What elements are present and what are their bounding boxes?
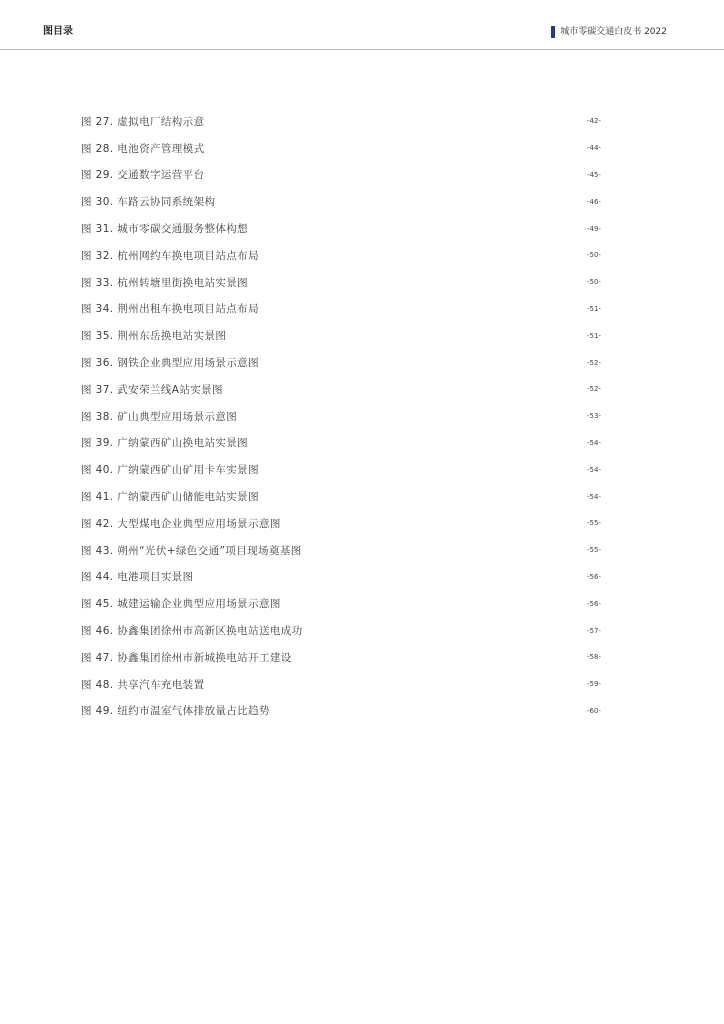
toc-entry-page-number: -45- (587, 170, 601, 179)
toc-entry-page-number: -55- (587, 519, 601, 528)
toc-entry-page-number: -51- (587, 304, 601, 313)
toc-entry-label: 图 35. 荆州东岳换电站实景图 (81, 330, 227, 343)
toc-entry-label: 图 27. 虚拟电厂结构示意 (81, 115, 205, 128)
toc-entry[interactable] (81, 430, 601, 457)
toc-entry[interactable] (81, 188, 601, 215)
page-header (0, 0, 724, 50)
toc-entry-label: 图 42. 大型煤电企业典型应用场景示意图 (81, 517, 281, 530)
toc-entry-page-number: -50- (587, 278, 601, 287)
toc-entry[interactable] (81, 296, 601, 323)
toc-entry-label: 图 29. 交通数字运营平台 (81, 169, 205, 182)
toc-entry-label: 图 34. 荆州出租车换电项目站点布局 (81, 303, 259, 316)
toc-entry[interactable] (81, 215, 601, 242)
toc-entry-label: 图 47. 协鑫集团徐州市新城换电站开工建设 (81, 651, 292, 664)
toc-entry[interactable] (81, 108, 601, 135)
toc-entry-page-number: -51- (587, 331, 601, 340)
toc-entry-label: 图 41. 广纳蒙西矿山储能电站实景图 (81, 491, 259, 504)
toc-entry-page-number: -52- (587, 385, 601, 394)
toc-entry-page-number: -49- (587, 224, 601, 233)
toc-entry-page-number: -46- (587, 197, 601, 206)
toc-entry[interactable] (81, 483, 601, 510)
toc-entry-label: 图 32. 杭州网约车换电项目站点布局 (81, 249, 259, 262)
toc-entry-label: 图 30. 车路云协同系统架构 (81, 196, 216, 209)
toc-entry-page-number: -50- (587, 251, 601, 260)
toc-entry-page-number: -57- (587, 626, 601, 635)
toc-entry-page-number: -56- (587, 599, 601, 608)
toc-entry-page-number: -54- (587, 465, 601, 474)
toc-entry-label: 图 44. 电港项目实景图 (81, 571, 194, 584)
toc-entry[interactable] (81, 349, 601, 376)
toc-entry[interactable] (81, 698, 601, 725)
toc-entry-label: 图 28. 电池资产管理模式 (81, 142, 205, 155)
toc-entry[interactable] (81, 135, 601, 162)
toc-entry-page-number: -56- (587, 572, 601, 581)
toc-entry[interactable] (81, 322, 601, 349)
toc-entry[interactable] (81, 537, 601, 564)
toc-entry-label: 图 49. 纽约市温室气体排放量占比趋势 (81, 705, 270, 718)
toc-entry-page-number: -52- (587, 358, 601, 367)
toc-entry-label: 图 48. 共享汽车充电装置 (81, 678, 205, 691)
toc-entry-label: 图 36. 钢铁企业典型应用场景示意图 (81, 357, 259, 370)
toc-entry-label: 图 31. 城市零碳交通服务整体构想 (81, 223, 249, 236)
toc-entry[interactable] (81, 617, 601, 644)
toc-entry-page-number: -60- (587, 706, 601, 715)
toc-entry-page-number: -53- (587, 412, 601, 421)
document-title: 城市零碳交通白皮书 2022 (560, 27, 667, 37)
toc-entry-label: 图 46. 协鑫集团徐州市高新区换电站送电成功 (81, 625, 303, 638)
toc-entry-label: 图 39. 广纳蒙西矿山换电站实景图 (81, 437, 249, 450)
toc-entry[interactable] (81, 162, 601, 189)
toc-entry-label: 图 37. 武安荣兰线A站实景图 (81, 383, 223, 396)
toc-entry[interactable] (81, 564, 601, 591)
toc-entry-page-number: -54- (587, 438, 601, 447)
toc-entry-page-number: -59- (587, 680, 601, 689)
toc-entry-page-number: -55- (587, 546, 601, 555)
toc-entry[interactable] (81, 671, 601, 698)
toc-entry-label: 图 38. 矿山典型应用场景示意图 (81, 410, 238, 423)
toc-entry-label: 图 45. 城建运输企业典型应用场景示意图 (81, 598, 281, 611)
toc-entry[interactable] (81, 644, 601, 671)
toc-entry-label: 图 43. 朔州“光伏+绿色交通”项目现场奠基图 (81, 544, 302, 557)
toc-entry[interactable] (81, 510, 601, 537)
toc-entry[interactable] (81, 590, 601, 617)
toc-entry[interactable] (81, 456, 601, 483)
toc-entry[interactable] (81, 269, 601, 296)
toc-entry-page-number: -44- (587, 144, 601, 153)
toc-entry[interactable] (81, 376, 601, 403)
section-title: 图目录 (43, 26, 73, 37)
toc-entry[interactable] (81, 403, 601, 430)
toc-entry-page-number: -54- (587, 492, 601, 501)
accent-bar (551, 26, 555, 38)
figure-list (81, 108, 601, 724)
toc-entry[interactable] (81, 242, 601, 269)
toc-entry-page-number: -58- (587, 653, 601, 662)
document-title-group (551, 25, 667, 39)
toc-entry-page-number: -42- (587, 117, 601, 126)
toc-entry-label: 图 40. 广纳蒙西矿山矿用卡车实景图 (81, 464, 259, 477)
toc-entry-label: 图 33. 杭州转塘里街换电站实景图 (81, 276, 249, 289)
